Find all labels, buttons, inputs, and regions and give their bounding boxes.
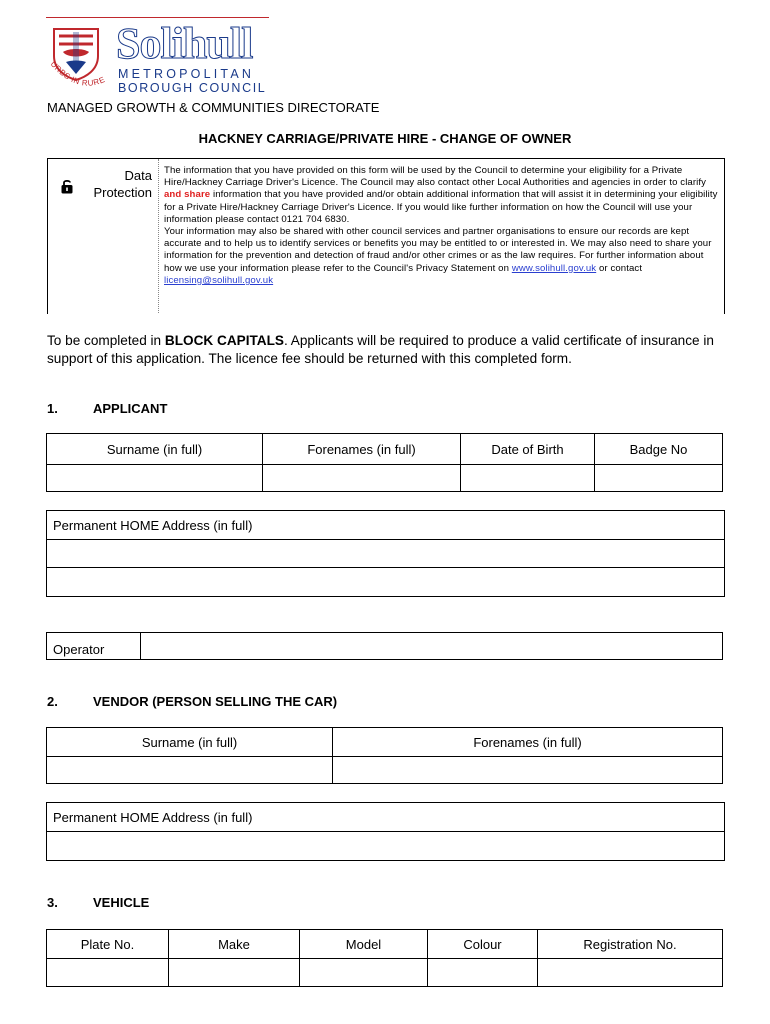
section-2-title: VENDOR (PERSON SELLING THE CAR) (93, 694, 338, 709)
data-protection-label-line1: Data (124, 168, 152, 183)
logo-top-rule (46, 17, 269, 18)
data-protection-paragraph-2: Your information may also be shared with other council services and partner organisations to ensure our records are kept accurate and to help us to identify services or benefits you may be entitled to or interested in. We may also need to share your information for the prevention and detection of fraud and/or other crimes or as the law requires. For further information about how we use your information please refer to the Council's Privacy Statement on www.solihull.gov.uk or contact licensing@solihull.gov.uk (164, 226, 712, 286)
applicant-dob-field[interactable] (461, 465, 595, 492)
vehicle-colour-header: Colour (428, 930, 538, 959)
vehicle-model-header: Model (300, 930, 428, 959)
operator-label: Operator (47, 633, 141, 660)
motto-text: URBS IN RURE (48, 59, 107, 88)
website-link[interactable]: www.solihull.gov.uk (511, 262, 597, 274)
brand-line-borough: BOROUGH COUNCIL (118, 81, 267, 95)
applicant-badge-header: Badge No (595, 434, 723, 465)
vehicle-details-table (46, 929, 723, 987)
section-1-title: APPLICANT (93, 401, 168, 416)
vendor-surname-header: Surname (in full) (47, 728, 333, 757)
applicant-badge-field[interactable] (595, 465, 723, 492)
applicant-dob-header: Date of Birth (461, 434, 595, 465)
vehicle-registration-field[interactable] (538, 959, 723, 987)
vehicle-plate-header: Plate No. (47, 930, 169, 959)
block-capitals-emphasis: BLOCK CAPITALS (164, 333, 284, 348)
vendor-details-table (46, 727, 723, 784)
svg-text:URBS IN RURE (49, 59, 107, 87)
data-protection-divider (158, 159, 159, 313)
applicant-surname-field[interactable] (47, 465, 263, 492)
applicant-forenames-header: Forenames (in full) (263, 434, 461, 465)
directorate-heading: MANAGED GROWTH & COMMUNITIES DIRECTORATE (47, 100, 380, 115)
section-1-number: 1. (47, 401, 58, 416)
data-protection-label-line2: Protection (93, 185, 152, 200)
lock-icon (61, 178, 73, 194)
brand-line-metropolitan: METROPOLITAN (118, 67, 255, 81)
data-protection-text (164, 165, 719, 287)
vendor-forenames-field[interactable] (333, 757, 723, 784)
vehicle-make-field[interactable] (169, 959, 300, 987)
applicant-address-label: Permanent HOME Address (in full) (47, 511, 724, 540)
data-protection-paragraph-1: The information that you have provided on this form will be used by the Council to determine your eligibility for a Private Hire/Hackney Carriage Driver's Licence. The Council may also contact other Local Authorities and agencies in order to clarify and share information that you have provided and/or obtain additional information that will assist it in determining your eligibility for a Private Hire/Hackney Carriage Driver's Licence. If you would like further information on how the Council will use your information please contact 0121 704 6830. (164, 165, 718, 225)
operator-field[interactable] (141, 633, 723, 660)
vehicle-model-field[interactable] (300, 959, 428, 987)
operator-table (46, 632, 723, 660)
and-share-highlight: and share (164, 189, 211, 201)
motto-arc (44, 58, 126, 100)
applicant-surname-header: Surname (in full) (47, 434, 263, 465)
vendor-address-label: Permanent HOME Address (in full) (47, 803, 724, 832)
section-3-title: VEHICLE (93, 895, 150, 910)
vehicle-plate-field[interactable] (47, 959, 169, 987)
vehicle-registration-header: Registration No. (538, 930, 723, 959)
vehicle-colour-field[interactable] (428, 959, 538, 987)
section-3-number: 3. (47, 895, 58, 910)
vendor-address-line[interactable] (47, 832, 724, 860)
intro-instructions: To be completed in BLOCK CAPITALS. Applicants will be required to produce a valid certificate of insurance in support of this application. The licence fee should be returned with this completed form. (47, 333, 714, 366)
brand-wordmark: Solihull (116, 19, 253, 68)
applicant-forenames-field[interactable] (263, 465, 461, 492)
section-2-number: 2. (47, 694, 58, 709)
data-protection-box (47, 158, 725, 314)
applicant-address-line-2[interactable] (47, 568, 724, 596)
applicant-details-table (46, 433, 723, 492)
form-title: HACKNEY CARRIAGE/PRIVATE HIRE - CHANGE OF OWNER (198, 131, 572, 146)
vendor-forenames-header: Forenames (in full) (333, 728, 723, 757)
applicant-address-box (46, 510, 725, 597)
vendor-address-box (46, 802, 725, 861)
vendor-surname-field[interactable] (47, 757, 333, 784)
vehicle-make-header: Make (169, 930, 300, 959)
email-link[interactable]: licensing@solihull.gov.uk (164, 274, 274, 286)
applicant-address-line-1[interactable] (47, 540, 724, 568)
